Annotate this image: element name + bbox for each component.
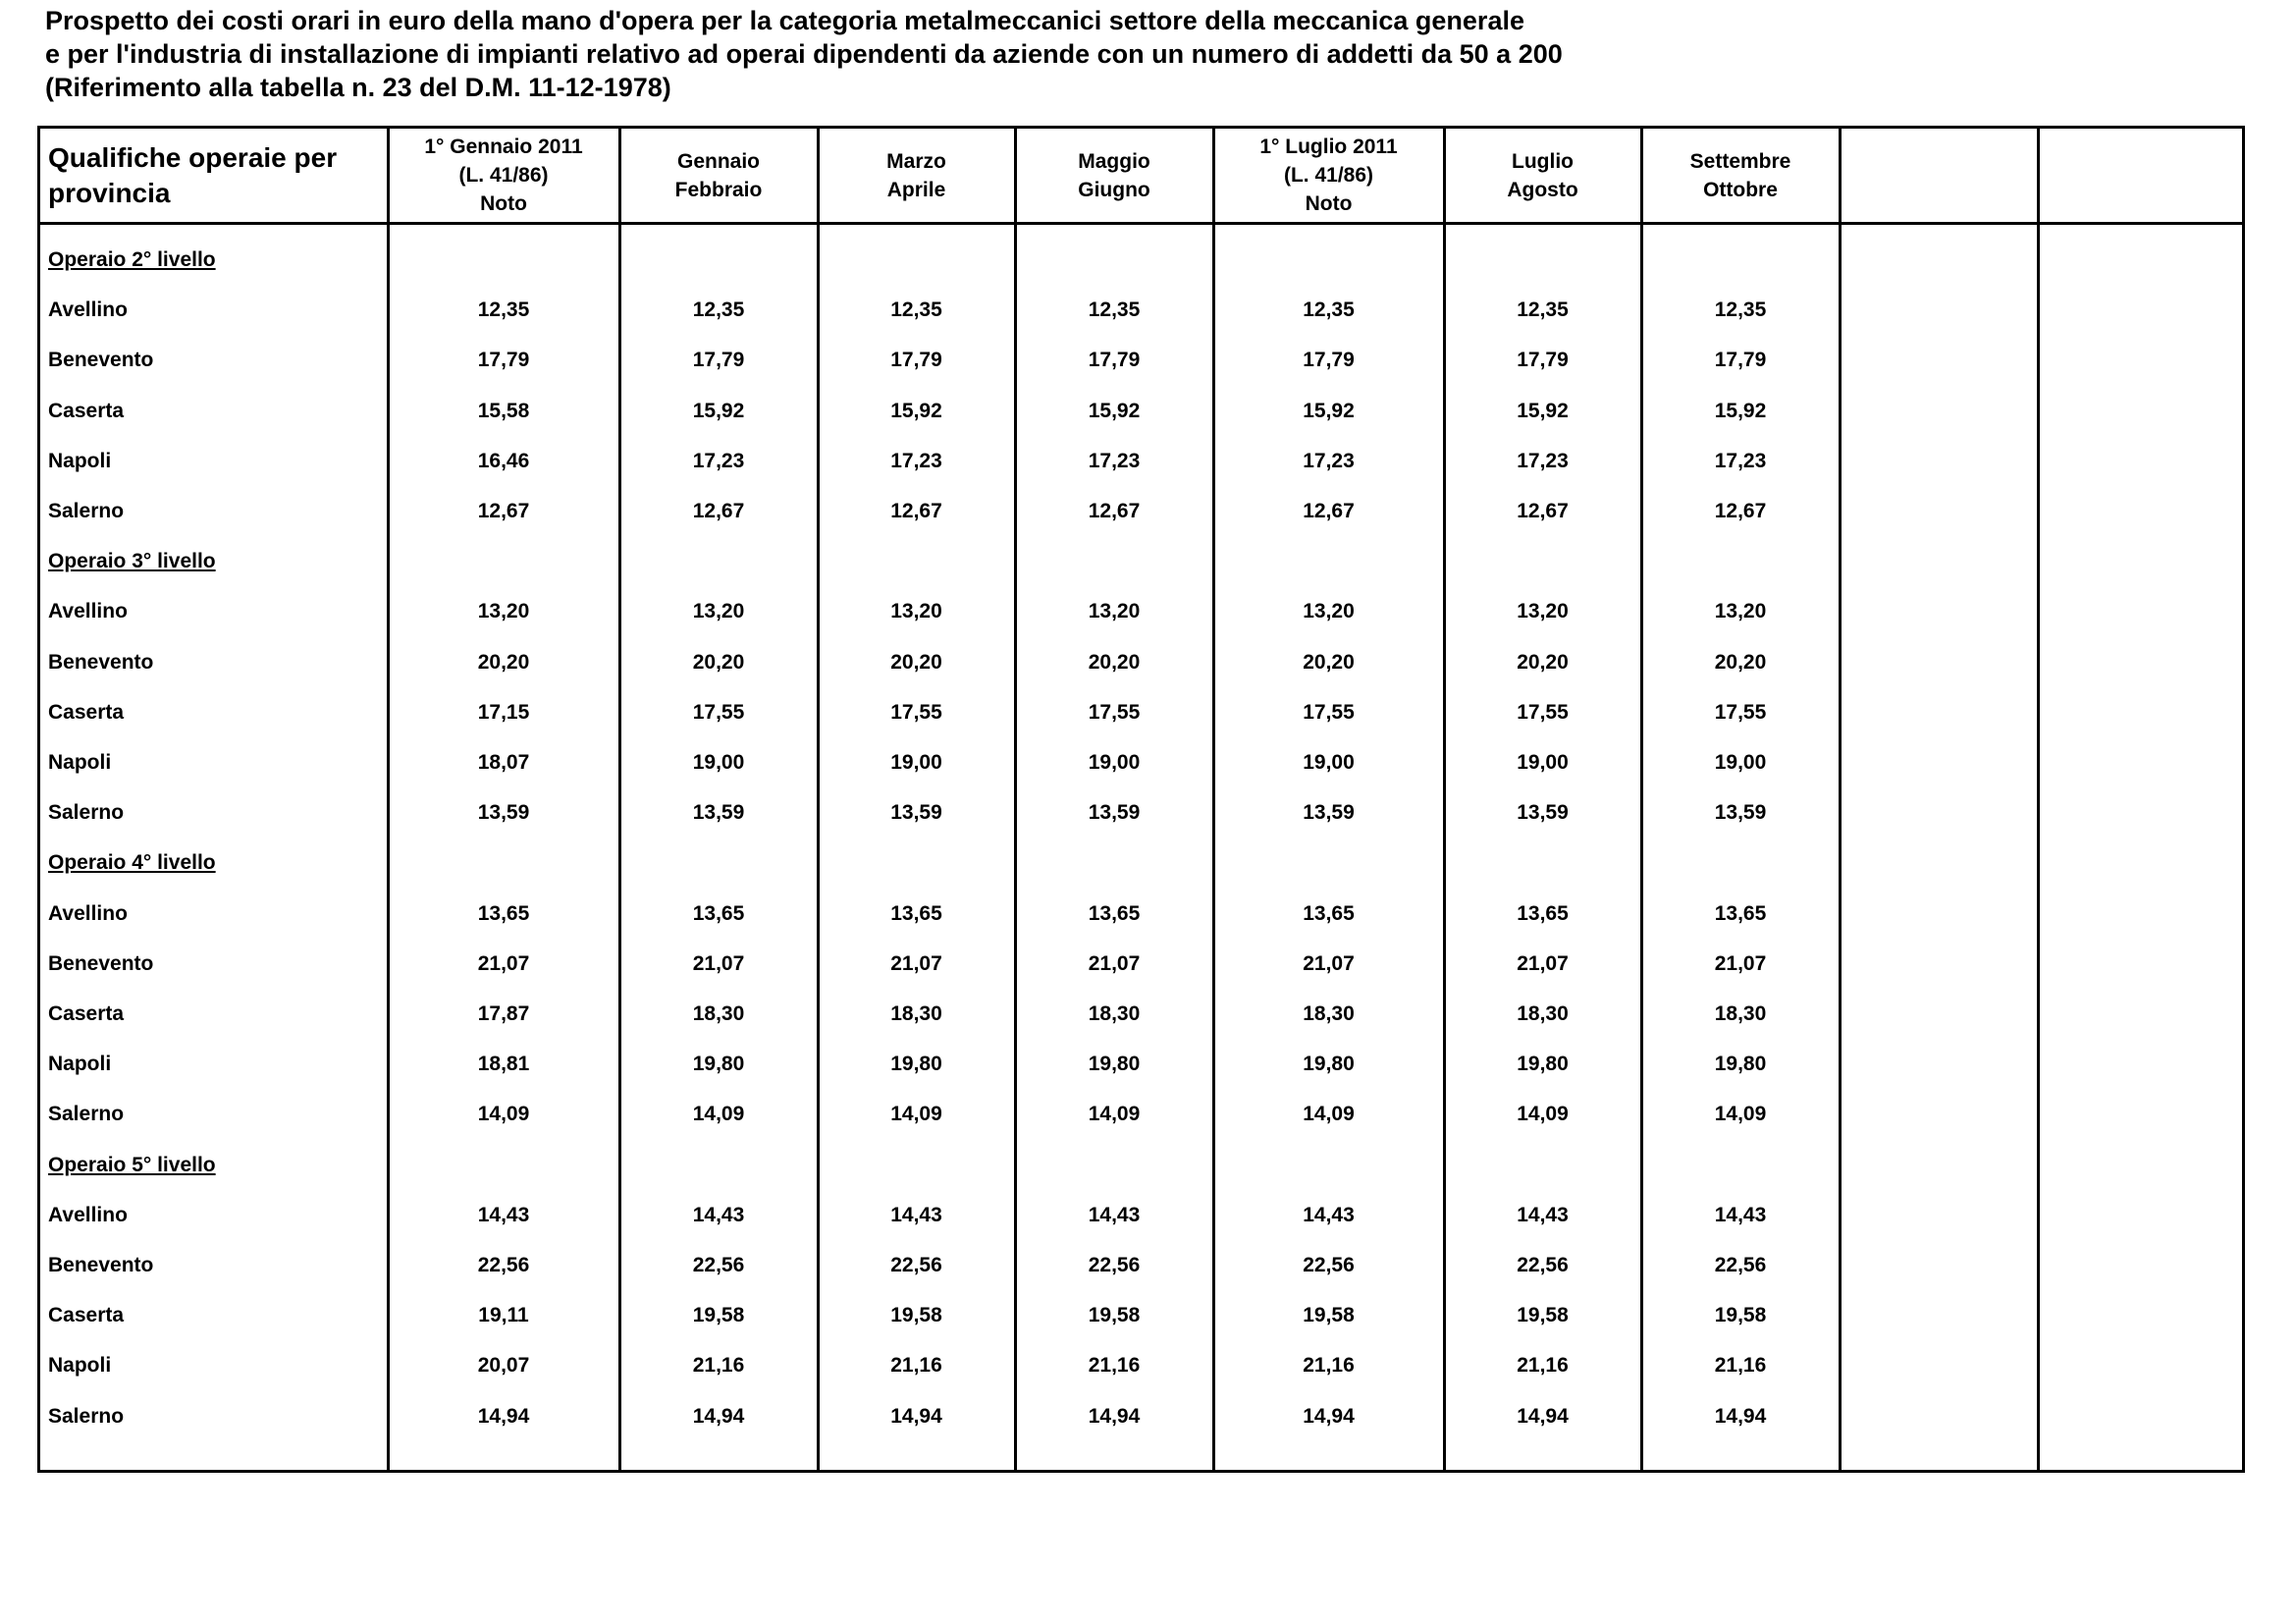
cost-value: 15,92 bbox=[1714, 400, 1767, 422]
column-header-line: 1° Luglio 2011 bbox=[1259, 135, 1398, 158]
province-label: Napoli bbox=[48, 1053, 112, 1075]
cost-value: 17,23 bbox=[692, 450, 745, 472]
cost-value: 14,94 bbox=[890, 1405, 942, 1428]
table-row bbox=[40, 495, 2242, 528]
cost-value: 12,67 bbox=[1303, 500, 1355, 522]
cost-value: 21,07 bbox=[1303, 952, 1355, 975]
cost-value: 19,80 bbox=[1714, 1053, 1767, 1075]
cost-value: 12,35 bbox=[477, 298, 530, 321]
cost-value: 21,07 bbox=[1088, 952, 1141, 975]
cost-value: 13,20 bbox=[477, 600, 530, 622]
cost-value: 17,55 bbox=[1088, 701, 1141, 724]
cost-value: 14,43 bbox=[1088, 1204, 1141, 1226]
cost-value: 18,30 bbox=[692, 1002, 745, 1025]
section-row bbox=[40, 545, 2242, 578]
province-label: Avellino bbox=[48, 1204, 128, 1226]
table-row bbox=[40, 696, 2242, 730]
cost-value: 14,43 bbox=[1714, 1204, 1767, 1226]
cost-value: 12,35 bbox=[890, 298, 942, 321]
title-line-1: Prospetto dei costi orari in euro della mano d'opera per la categoria metalmeccanici settore della meccanica generale bbox=[45, 6, 1524, 35]
cost-value: 21,16 bbox=[1088, 1354, 1141, 1377]
column-header-line: Agosto bbox=[1507, 178, 1578, 201]
column-header-line: Gennaio bbox=[676, 149, 760, 173]
cost-value: 17,79 bbox=[890, 349, 942, 371]
cost-value: 14,43 bbox=[692, 1204, 745, 1226]
column-header-line: Settembre bbox=[1689, 149, 1791, 173]
cost-value: 17,79 bbox=[692, 349, 745, 371]
cost-value: 15,92 bbox=[692, 400, 745, 422]
cost-value: 22,56 bbox=[1714, 1254, 1767, 1276]
cost-value: 17,79 bbox=[477, 349, 530, 371]
table-row bbox=[40, 344, 2242, 377]
province-label: Benevento bbox=[48, 1254, 154, 1276]
cost-value: 13,20 bbox=[1714, 600, 1767, 622]
column-header-line: Aprile bbox=[886, 178, 946, 201]
column-header-line: Marzo bbox=[886, 149, 946, 173]
province-label: Napoli bbox=[48, 450, 112, 472]
section-row bbox=[40, 846, 2242, 880]
section-label: Operaio 3° livello bbox=[48, 550, 216, 572]
cost-value: 13,20 bbox=[692, 600, 745, 622]
cost-value: 13,59 bbox=[890, 801, 942, 824]
cost-value: 21,07 bbox=[1714, 952, 1767, 975]
cost-value: 20,20 bbox=[890, 651, 942, 674]
cost-value: 22,56 bbox=[890, 1254, 942, 1276]
cost-value: 13,20 bbox=[1088, 600, 1141, 622]
cost-value: 18,81 bbox=[477, 1053, 530, 1075]
cost-value: 12,35 bbox=[1714, 298, 1767, 321]
column-header bbox=[818, 129, 1015, 222]
province-label: Salerno bbox=[48, 1103, 125, 1125]
cost-value: 17,23 bbox=[1088, 450, 1141, 472]
cost-value: 17,79 bbox=[1714, 349, 1767, 371]
cost-value: 19,58 bbox=[1517, 1304, 1569, 1326]
title-line-2: e per l'industria di installazione di impianti relativo ad operai dipendenti da aziende con un numero di addetti da 50 a 200 bbox=[45, 39, 1563, 69]
province-label: Salerno bbox=[48, 801, 125, 824]
cost-value: 19,80 bbox=[1088, 1053, 1141, 1075]
cost-value: 14,94 bbox=[692, 1405, 745, 1428]
cost-value: 19,00 bbox=[1714, 751, 1767, 774]
cost-value: 19,00 bbox=[1517, 751, 1569, 774]
cost-value: 14,09 bbox=[477, 1103, 530, 1125]
cost-value: 13,20 bbox=[1517, 600, 1569, 622]
document-title bbox=[45, 4, 2205, 104]
cost-value: 19,80 bbox=[890, 1053, 942, 1075]
cost-value: 12,35 bbox=[1517, 298, 1569, 321]
cost-value: 13,65 bbox=[890, 902, 942, 925]
table-row bbox=[40, 1098, 2242, 1131]
table-row bbox=[40, 947, 2242, 981]
table-row bbox=[40, 294, 2242, 327]
cost-value: 19,80 bbox=[1517, 1053, 1569, 1075]
cost-value: 19,58 bbox=[890, 1304, 942, 1326]
cost-value: 19,00 bbox=[890, 751, 942, 774]
cost-value: 14,43 bbox=[1303, 1204, 1355, 1226]
cost-value: 17,55 bbox=[1517, 701, 1569, 724]
cost-value: 22,56 bbox=[1088, 1254, 1141, 1276]
cost-value: 22,56 bbox=[477, 1254, 530, 1276]
cost-value: 17,55 bbox=[692, 701, 745, 724]
cost-value: 17,55 bbox=[1714, 701, 1767, 724]
province-label: Avellino bbox=[48, 600, 128, 622]
cost-value: 21,16 bbox=[1714, 1354, 1767, 1377]
cost-value: 13,59 bbox=[1303, 801, 1355, 824]
column-header-line: 1° Gennaio 2011 bbox=[424, 135, 583, 158]
cost-value: 13,65 bbox=[1517, 902, 1569, 925]
table-row bbox=[40, 746, 2242, 780]
cost-value: 13,65 bbox=[477, 902, 530, 925]
cost-value: 12,67 bbox=[1517, 500, 1569, 522]
cost-value: 21,07 bbox=[890, 952, 942, 975]
cost-value: 13,65 bbox=[1088, 902, 1141, 925]
table-row bbox=[40, 445, 2242, 478]
cost-value: 19,00 bbox=[1088, 751, 1141, 774]
cost-value: 18,30 bbox=[1714, 1002, 1767, 1025]
cost-value: 14,43 bbox=[477, 1204, 530, 1226]
cost-value: 12,67 bbox=[1088, 500, 1141, 522]
section-label: Operaio 2° livello bbox=[48, 248, 216, 271]
cost-value: 20,20 bbox=[477, 651, 530, 674]
cost-value: 14,94 bbox=[1714, 1405, 1767, 1428]
cost-value: 19,58 bbox=[1303, 1304, 1355, 1326]
section-row bbox=[40, 1149, 2242, 1182]
column-header bbox=[1015, 129, 1213, 222]
table-row bbox=[40, 796, 2242, 830]
cost-value: 20,20 bbox=[1517, 651, 1569, 674]
header-divider bbox=[40, 222, 2242, 225]
column-header-line: Febbraio bbox=[674, 178, 763, 201]
province-label: Caserta bbox=[48, 400, 125, 422]
column-header-line: Noto bbox=[480, 192, 527, 215]
table-row bbox=[40, 1199, 2242, 1232]
cost-table bbox=[37, 126, 2245, 1473]
cost-value: 12,67 bbox=[890, 500, 942, 522]
cost-value: 14,94 bbox=[477, 1405, 530, 1428]
column-header bbox=[1641, 129, 1840, 222]
cost-value: 21,07 bbox=[477, 952, 530, 975]
cost-value: 18,30 bbox=[890, 1002, 942, 1025]
province-label: Salerno bbox=[48, 500, 125, 522]
table-row bbox=[40, 1349, 2242, 1382]
cost-value: 13,20 bbox=[1303, 600, 1355, 622]
cost-value: 13,59 bbox=[1714, 801, 1767, 824]
cost-value: 14,43 bbox=[1517, 1204, 1569, 1226]
cost-value: 17,23 bbox=[1714, 450, 1767, 472]
header-qualifiche bbox=[40, 129, 388, 222]
cost-value: 12,67 bbox=[1714, 500, 1767, 522]
province-label: Napoli bbox=[48, 1354, 112, 1377]
cost-value: 21,07 bbox=[1517, 952, 1569, 975]
cost-value: 22,56 bbox=[1303, 1254, 1355, 1276]
province-label: Avellino bbox=[48, 902, 128, 925]
cost-value: 18,30 bbox=[1517, 1002, 1569, 1025]
cost-value: 20,07 bbox=[477, 1354, 530, 1377]
cost-value: 19,80 bbox=[692, 1053, 745, 1075]
cost-value: 14,09 bbox=[1714, 1103, 1767, 1125]
cost-value: 19,58 bbox=[1088, 1304, 1141, 1326]
cost-value: 14,94 bbox=[1088, 1405, 1141, 1428]
table-row bbox=[40, 1048, 2242, 1081]
cost-value: 19,58 bbox=[692, 1304, 745, 1326]
column-header bbox=[1840, 129, 2038, 222]
cost-value: 15,92 bbox=[890, 400, 942, 422]
section-label: Operaio 4° livello bbox=[48, 851, 216, 874]
table-row bbox=[40, 1299, 2242, 1332]
column-header-line: Ottobre bbox=[1703, 178, 1778, 201]
cost-value: 17,79 bbox=[1517, 349, 1569, 371]
column-header-line: Giugno bbox=[1078, 178, 1150, 201]
column-header-line: (L. 41/86) bbox=[458, 164, 549, 187]
column-header-line: Noto bbox=[1305, 192, 1353, 215]
cost-value: 12,67 bbox=[692, 500, 745, 522]
cost-value: 17,23 bbox=[890, 450, 942, 472]
table-row bbox=[40, 1400, 2242, 1434]
cost-value: 18,30 bbox=[1303, 1002, 1355, 1025]
cost-value: 13,59 bbox=[1088, 801, 1141, 824]
cost-value: 21,16 bbox=[1517, 1354, 1569, 1377]
table-row bbox=[40, 395, 2242, 428]
cost-value: 20,20 bbox=[692, 651, 745, 674]
title-line-3: (Riferimento alla tabella n. 23 del D.M. 11-12-1978) bbox=[45, 73, 671, 102]
cost-value: 19,00 bbox=[1303, 751, 1355, 774]
cost-value: 17,87 bbox=[477, 1002, 530, 1025]
cost-value: 14,09 bbox=[692, 1103, 745, 1125]
cost-value: 17,55 bbox=[1303, 701, 1355, 724]
table-row bbox=[40, 998, 2242, 1031]
cost-value: 18,30 bbox=[1088, 1002, 1141, 1025]
cost-value: 13,65 bbox=[1303, 902, 1355, 925]
cost-value: 14,09 bbox=[890, 1103, 942, 1125]
section-row bbox=[40, 243, 2242, 277]
province-label: Benevento bbox=[48, 651, 154, 674]
column-header-line: Maggio bbox=[1078, 149, 1150, 173]
column-header bbox=[2038, 129, 2242, 222]
cost-value: 12,35 bbox=[1088, 298, 1141, 321]
cost-value: 19,00 bbox=[692, 751, 745, 774]
cost-value: 21,16 bbox=[1303, 1354, 1355, 1377]
cost-value: 14,09 bbox=[1088, 1103, 1141, 1125]
cost-value: 22,56 bbox=[692, 1254, 745, 1276]
column-header-line: (L. 41/86) bbox=[1283, 164, 1374, 187]
table-row bbox=[40, 1249, 2242, 1282]
cost-value: 14,09 bbox=[1303, 1103, 1355, 1125]
province-label: Caserta bbox=[48, 1304, 125, 1326]
cost-value: 12,35 bbox=[1303, 298, 1355, 321]
section-label: Operaio 5° livello bbox=[48, 1154, 216, 1176]
column-header-line: Luglio bbox=[1512, 149, 1574, 173]
province-label: Caserta bbox=[48, 1002, 125, 1025]
cost-value: 13,65 bbox=[1714, 902, 1767, 925]
cost-value: 22,56 bbox=[1517, 1254, 1569, 1276]
cost-value: 13,59 bbox=[477, 801, 530, 824]
cost-value: 14,09 bbox=[1517, 1103, 1569, 1125]
cost-value: 15,92 bbox=[1303, 400, 1355, 422]
province-label: Caserta bbox=[48, 701, 125, 724]
province-label: Benevento bbox=[48, 349, 154, 371]
cost-value: 21,07 bbox=[692, 952, 745, 975]
cost-value: 20,20 bbox=[1714, 651, 1767, 674]
cost-value: 19,58 bbox=[1714, 1304, 1767, 1326]
cost-value: 16,46 bbox=[477, 450, 530, 472]
column-header bbox=[388, 129, 619, 222]
column-header bbox=[1444, 129, 1641, 222]
cost-value: 14,43 bbox=[890, 1204, 942, 1226]
cost-value: 14,94 bbox=[1517, 1405, 1569, 1428]
cost-value: 15,92 bbox=[1088, 400, 1141, 422]
cost-value: 12,67 bbox=[477, 500, 530, 522]
table-row bbox=[40, 646, 2242, 679]
column-header bbox=[1213, 129, 1444, 222]
cost-value: 19,11 bbox=[478, 1304, 529, 1326]
cost-value: 13,59 bbox=[692, 801, 745, 824]
cost-value: 15,58 bbox=[477, 400, 530, 422]
cost-value: 21,16 bbox=[890, 1354, 942, 1377]
cost-value: 17,79 bbox=[1088, 349, 1141, 371]
table-row bbox=[40, 595, 2242, 628]
province-label: Avellino bbox=[48, 298, 128, 321]
province-label: Napoli bbox=[48, 751, 112, 774]
province-label: Benevento bbox=[48, 952, 154, 975]
cost-value: 17,15 bbox=[477, 701, 530, 724]
cost-value: 12,35 bbox=[692, 298, 745, 321]
cost-value: 17,55 bbox=[890, 701, 942, 724]
cost-value: 15,92 bbox=[1517, 400, 1569, 422]
cost-value: 20,20 bbox=[1088, 651, 1141, 674]
header-qualifiche-line: provincia bbox=[48, 177, 171, 208]
cost-value: 13,59 bbox=[1517, 801, 1569, 824]
cost-value: 20,20 bbox=[1303, 651, 1355, 674]
cost-value: 17,23 bbox=[1517, 450, 1569, 472]
cost-value: 18,07 bbox=[477, 751, 530, 774]
cost-value: 13,20 bbox=[890, 600, 942, 622]
cost-value: 17,23 bbox=[1303, 450, 1355, 472]
cost-value: 14,94 bbox=[1303, 1405, 1355, 1428]
cost-value: 21,16 bbox=[692, 1354, 745, 1377]
cost-value: 17,79 bbox=[1303, 349, 1355, 371]
cost-value: 13,65 bbox=[692, 902, 745, 925]
cost-value: 19,80 bbox=[1303, 1053, 1355, 1075]
header-qualifiche-line: Qualifiche operaie per bbox=[48, 141, 338, 173]
province-label: Salerno bbox=[48, 1405, 125, 1428]
column-header bbox=[619, 129, 818, 222]
table-row bbox=[40, 897, 2242, 931]
